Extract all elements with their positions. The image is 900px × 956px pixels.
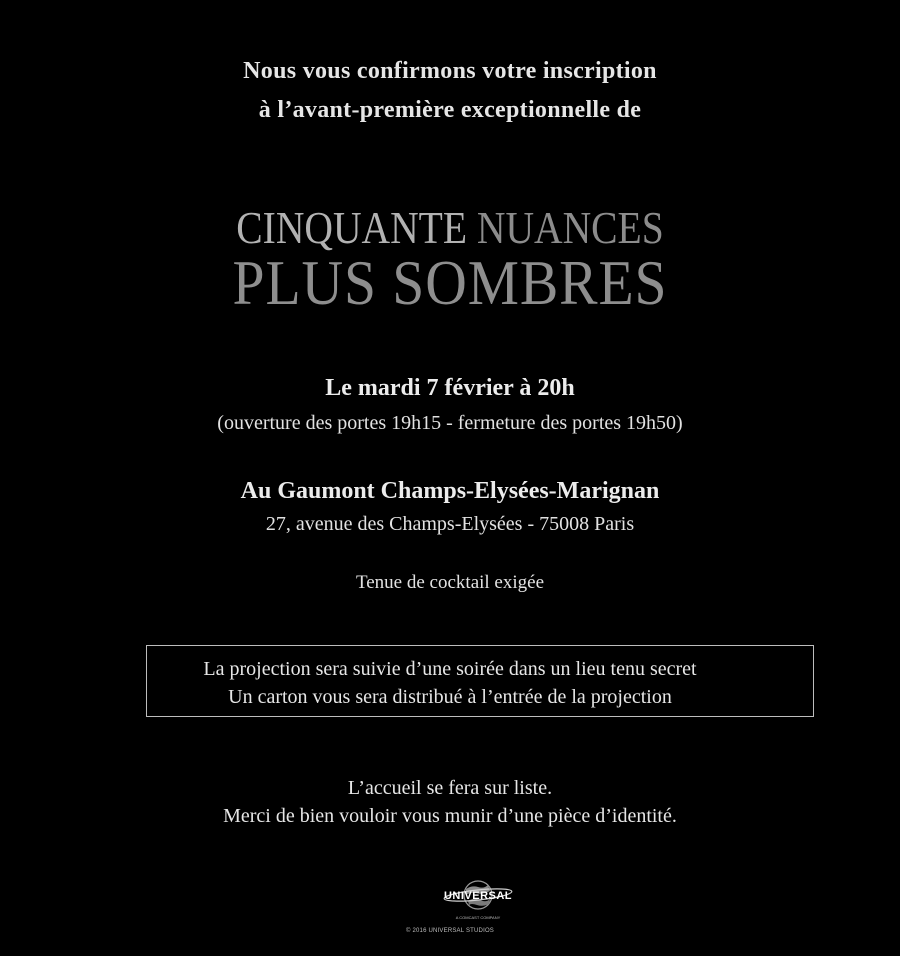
film-title-line-2: PLUS SOMBRES (232, 247, 668, 318)
event-date: Le mardi 7 février à 20h (325, 375, 575, 401)
notice-line-1: La projection sera suivie d’une soirée dans un lieu tenu secret (203, 658, 697, 680)
venue-name: Au Gaumont Champs-Elysées-Marignan (240, 478, 660, 504)
doors-schedule: (ouverture des portes 19h15 - fermeture des portes 19h50) (217, 412, 683, 434)
welcome-line-1: L’accueil se fera sur liste. (347, 777, 553, 799)
notice-line-2: Un carton vous sera distribué à l’entrée de la projection (228, 686, 672, 708)
universal-globe-icon (432, 873, 524, 929)
universal-tagline-text: A COMCAST COMPANY (455, 915, 501, 920)
venue-address: 27, avenue des Champs-Elysées - 75008 Paris (265, 513, 635, 535)
film-title-nuances: NUANCES (476, 202, 664, 253)
welcome-line-2: Merci de bien vouloir vous munir d’une pièce d’identité. (223, 805, 677, 827)
dress-code: Tenue de cocktail exigée (355, 572, 545, 593)
intro-line-1: Nous vous confirmons votre inscription (243, 58, 657, 84)
intro-line-2: à l’avant-première exceptionnelle de (258, 97, 642, 123)
universal-brand-text: UNIVERSAL (443, 890, 513, 902)
film-title-cinquante: CINQUANTE (236, 202, 467, 253)
copyright-text: © 2016 UNIVERSAL STUDIOS (405, 928, 495, 934)
